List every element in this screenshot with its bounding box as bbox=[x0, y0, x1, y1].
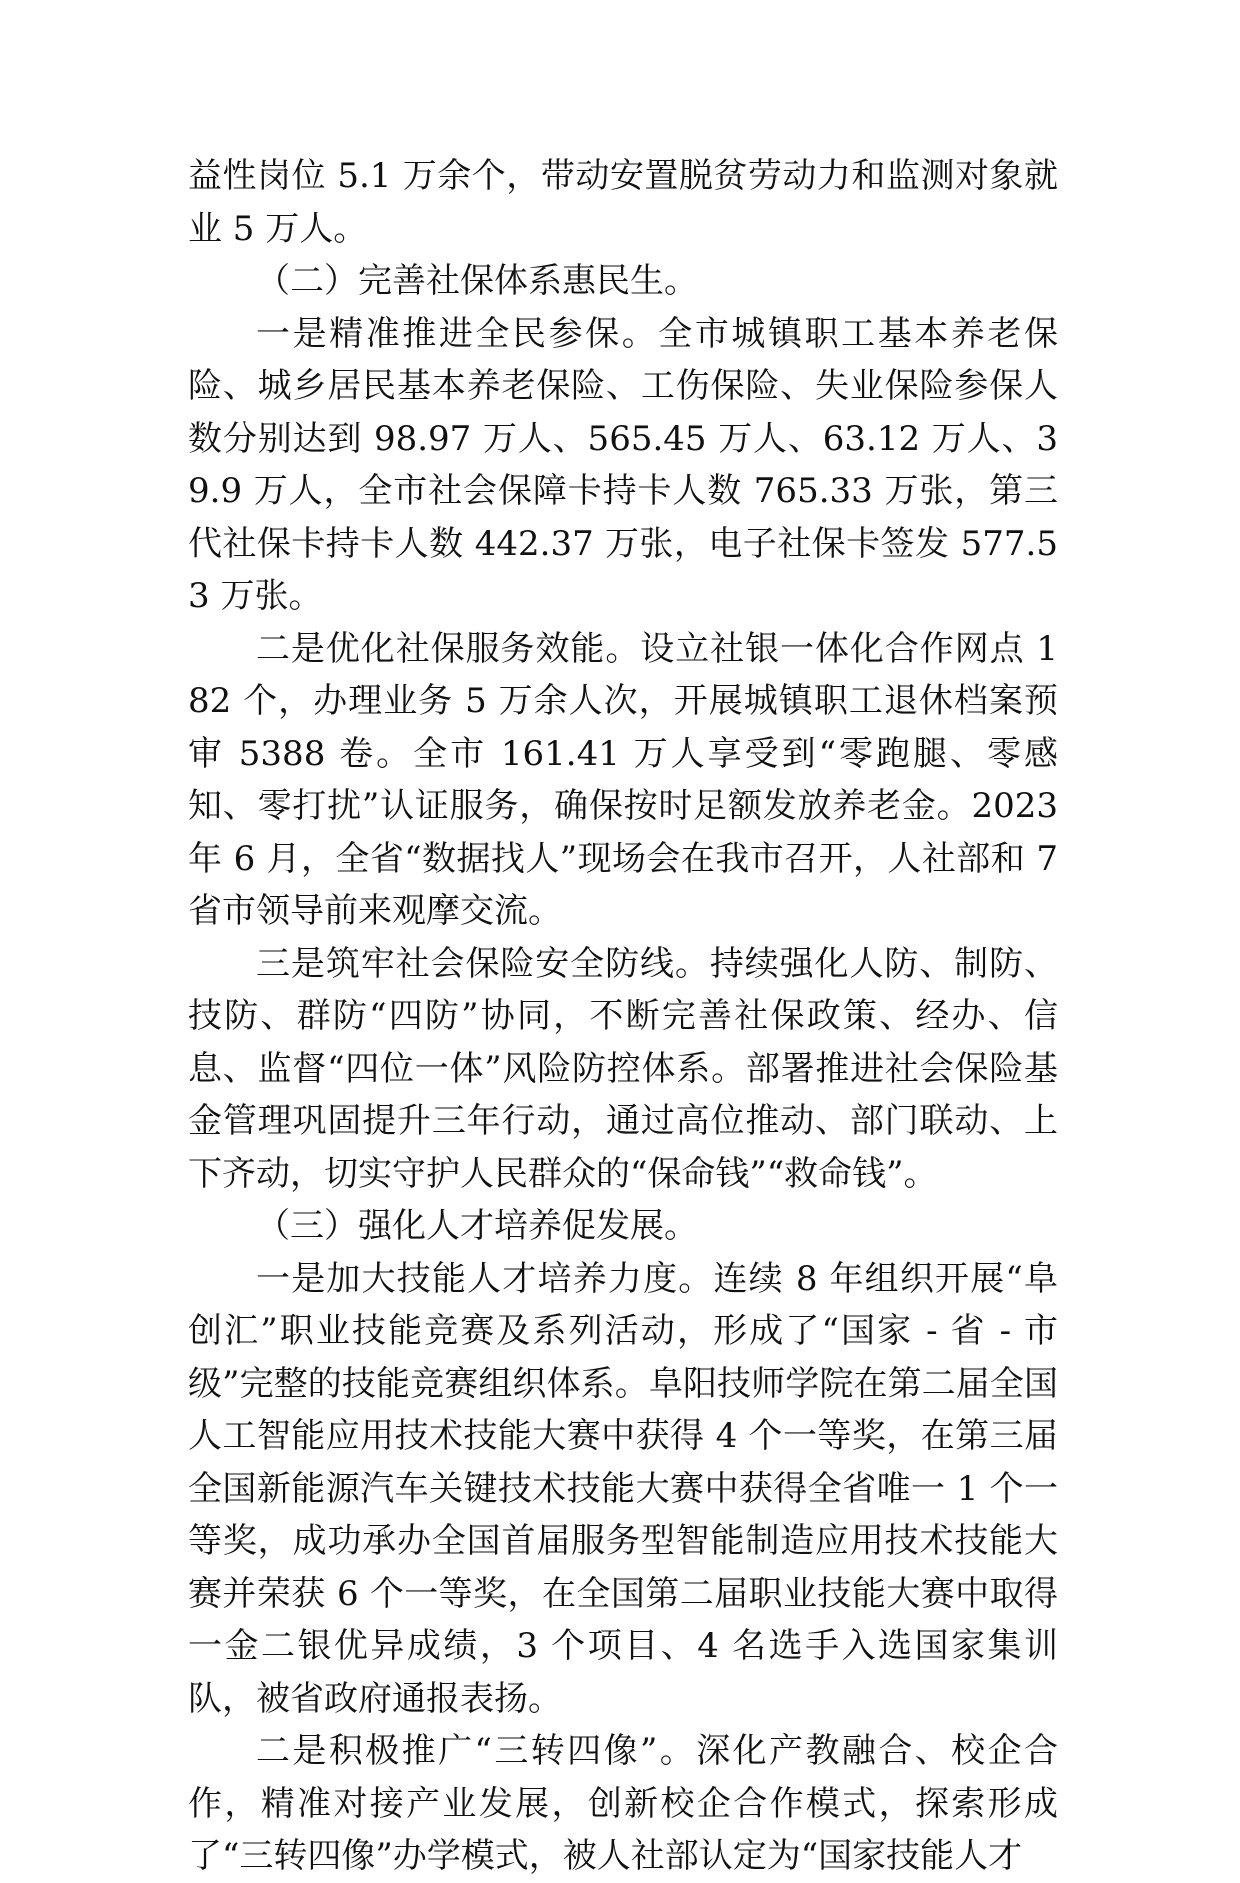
section-heading-social-security: （二）完善社保体系惠民生。 bbox=[256, 261, 698, 301]
paragraph-security-defense: 三是筑牢社会保险安全防线。持续强化人防、制防、技防、群防“四防”协同，不断完善社保政策、经办、信息、监督“四位一体”风险防控体系。部署推进社会保险基金管理巩固提升三年行动，通过高位推动、部门联动、上下齐动，切实守护人民群众的“保命钱”“救命钱”。 bbox=[188, 943, 1058, 1194]
paragraph-universal-insurance: 一是精准推进全民参保。全市城镇职工基本养老保险、城乡居民基本养老保险、工伤保险、失业保险参保人数分别达到 98.97 万人、565.45 万人、63.12 万人、39.9 万人，全市社会保障卡持卡人数 765.33 万张，第三代社保卡持卡人数 442.37 万张，电子社保卡签发 577.53 万张。 bbox=[188, 313, 1058, 616]
section-heading-talent-training: （三）强化人才培养促发展。 bbox=[256, 1206, 698, 1246]
document-page bbox=[188, 150, 1058, 1883]
paragraph-service-efficiency: 二是优化社保服务效能。设立社银一体化合作网点 182 个，办理业务 5 万余人次，开展城镇职工退休档案预审 5388 卷。全市 161.41 万人享受到“零跑腿、零感知、零打扰”认证服务，确保按时足额发放养老金。2023 年 6 月，全省“数据找人”现场会在我市召开，人社部和 7 省市领导前来观摩交流。 bbox=[188, 628, 1058, 931]
paragraph-skills-training: 一是加大技能人才培养力度。连续 8 年组织开展“阜创汇”职业技能竞赛及系列活动，形成了“国家 - 省 - 市级”完整的技能竞赛组织体系。阜阳技师学院在第二届全国人工智能应用技术技能大赛中获得 4 个一等奖，在第三届全国新能源汽车关键技术技能大赛中获得全省唯一 1 个一等奖，成功承办全国首届服务型智能制造应用技术技能大赛并荣获 6 个一等奖，在全国第二届职业技能大赛中取得一金二银优异成绩，3 个项目、4 名选手入选国家集训队，被省政府通报表扬。 bbox=[188, 1258, 1058, 1719]
paragraph-continuation: 益性岗位 5.1 万余个，带动安置脱贫劳动力和监测对象就业 5 万人。 bbox=[188, 156, 1058, 249]
paragraph-three-four-model: 二是积极推广“三转四像”。深化产教融合、校企合作，精准对接产业发展，创新校企合作模式，探索形成了“三转四像”办学模式，被人社部认定为“国家技能人才 bbox=[188, 1731, 1058, 1876]
